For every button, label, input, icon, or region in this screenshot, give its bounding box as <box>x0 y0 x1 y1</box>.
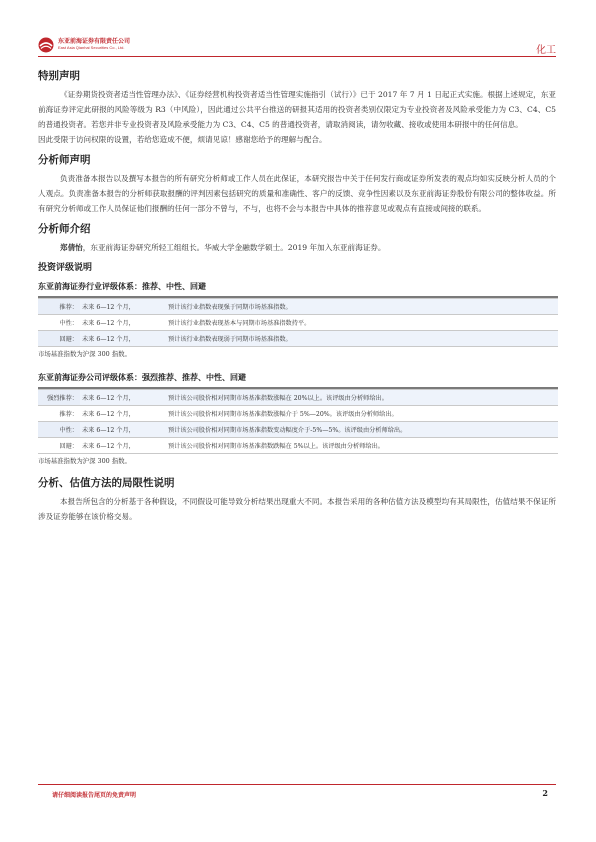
table-row <box>38 422 558 438</box>
table-row <box>38 315 558 331</box>
rating-label: 中性： <box>38 422 80 438</box>
rating-period: 未来 6—12 个月， <box>80 299 164 315</box>
rating-title: 投资评级说明 <box>38 263 93 273</box>
table-row <box>38 331 558 347</box>
rating-period: 未来 6—12 个月， <box>80 422 164 438</box>
special-statement-title: 特别声明 <box>38 70 80 82</box>
limitations-para: 本报告所包含的分析基于各种假设，不同假设可能导致分析结果出现重大不同。本报告采用的各种估值方法及模型均有其局限性，估值结果不保证所涉及证券能够在该价格交易。 <box>38 497 556 521</box>
industry-benchmark-note: 市场基准指数为沪深 300 指数。 <box>38 350 131 358</box>
company-benchmark-note: 市场基准指数为沪深 300 指数。 <box>38 457 131 465</box>
company-name-en: East Asia Qianhai Securities Co., Ltd. <box>58 45 125 50</box>
analyst-intro-title: 分析师介绍 <box>38 223 91 235</box>
rating-desc: 预计该行业指数表现强于同期市场基准指数。 <box>164 299 558 315</box>
rating-desc: 预计该行业指数表现弱于同期市场基准指数。 <box>164 331 558 347</box>
table-row <box>38 299 558 315</box>
analyst-statement-title: 分析师声明 <box>38 154 91 166</box>
rating-desc: 预计该公司股价相对同期市场基准指数变动幅度介于-5%—5%。该评级由分析师给出。 <box>164 422 558 438</box>
company-rating-table <box>38 389 558 454</box>
footer-disclaimer: 请仔细阅读报告尾页的免责声明 <box>52 792 137 799</box>
analyst-name: 郑倩怡 <box>60 243 83 252</box>
rating-label: 回避： <box>38 438 80 454</box>
rating-desc: 预计该行业指数表现基本与同期市场基准指数持平。 <box>164 315 558 331</box>
analyst-bio: ，东亚前海证券研究所轻工组组长。华威大学金融数学硕士。2019 年加入东亚前海证券。 <box>82 243 386 252</box>
analyst-statement-para: 负责准备本报告以及撰写本报告的所有研究分析师或工作人员在此保证，本研究报告中关于任何发行商或证券所发表的观点均如实反映分析人员的个人观点。负责准备本报告的分析师获取报酬的评判因素包括研究的质量和准确性、客户的反馈、竞争性因素以及东亚前海证券股份有限公司的整体收益。所有研究分析师或工作人员保证他们报酬的任何一部分不曾与，不与，也将不会与本报告中具体的推荐意见或观点有直接或间接的联系。 <box>38 174 556 213</box>
rating-period: 未来 6—12 个月， <box>80 406 164 422</box>
special-statement-para: 《证券期货投资者适当性管理办法》、《证券经营机构投资者适当性管理实施指引（试行）》已于 2017 年 7 月 1 日起正式实施。根据上述规定，东亚前海证券评定此研报的风险等级为 R3（中风险），因此通过公共平台推送的研报其适用的投资者类别仅限定为专业投资者及风险承受能力为 C3、C4、C5 的普通投资者。若您并非专业投资者及风险承受能力为 C3、C4、C5 的普通投资者，请取消阅读，请勿收藏、接收或使用本研报中的任何信息。 <box>38 90 556 129</box>
footer-divider <box>38 784 556 785</box>
table-row <box>38 438 558 454</box>
limitations-title: 分析、估值方法的局限性说明 <box>38 477 175 489</box>
rating-desc: 预计该公司股价相对同期市场基准指数涨幅在 20%以上。该评级由分析师给出。 <box>164 390 558 406</box>
special-statement-thanks: 因此受限于访问权限的设置，若给您造成不便，烦请见谅！感谢您给予的理解与配合。 <box>38 135 327 144</box>
rating-label: 推荐： <box>38 299 80 315</box>
main-content <box>38 68 556 524</box>
company-rating-title: 东亚前海证券公司评级体系：强烈推荐、推荐、中性、回避 <box>38 373 246 382</box>
industry-rating-table <box>38 298 558 347</box>
table-row <box>38 390 558 406</box>
page-header <box>38 36 556 56</box>
rating-label: 推荐： <box>38 406 80 422</box>
header-divider <box>38 56 556 57</box>
rating-period: 未来 6—12 个月， <box>80 331 164 347</box>
industry-label: 化工 <box>536 45 556 56</box>
analyst-intro-para <box>38 240 556 255</box>
rating-label: 强烈推荐： <box>38 390 80 406</box>
company-logo-icon <box>38 37 54 53</box>
rating-label: 中性： <box>38 315 80 331</box>
rating-period: 未来 6—12 个月， <box>80 315 164 331</box>
industry-rating-title: 东亚前海证券行业评级体系：推荐、中性、回避 <box>38 282 206 291</box>
company-name-cn: 东亚前海证券有限责任公司 <box>58 38 131 45</box>
rating-period: 未来 6—12 个月， <box>80 390 164 406</box>
table-row <box>38 406 558 422</box>
rating-desc: 预计该公司股价相对同期市场基准指数跌幅在 5%以上。该评级由分析师给出。 <box>164 438 558 454</box>
rating-label: 回避： <box>38 331 80 347</box>
page-number: 2 <box>542 788 548 798</box>
rating-period: 未来 6—12 个月， <box>80 438 164 454</box>
rating-desc: 预计该公司股价相对同期市场基准指数涨幅介于 5%—20%。该评级由分析师给出。 <box>164 406 558 422</box>
